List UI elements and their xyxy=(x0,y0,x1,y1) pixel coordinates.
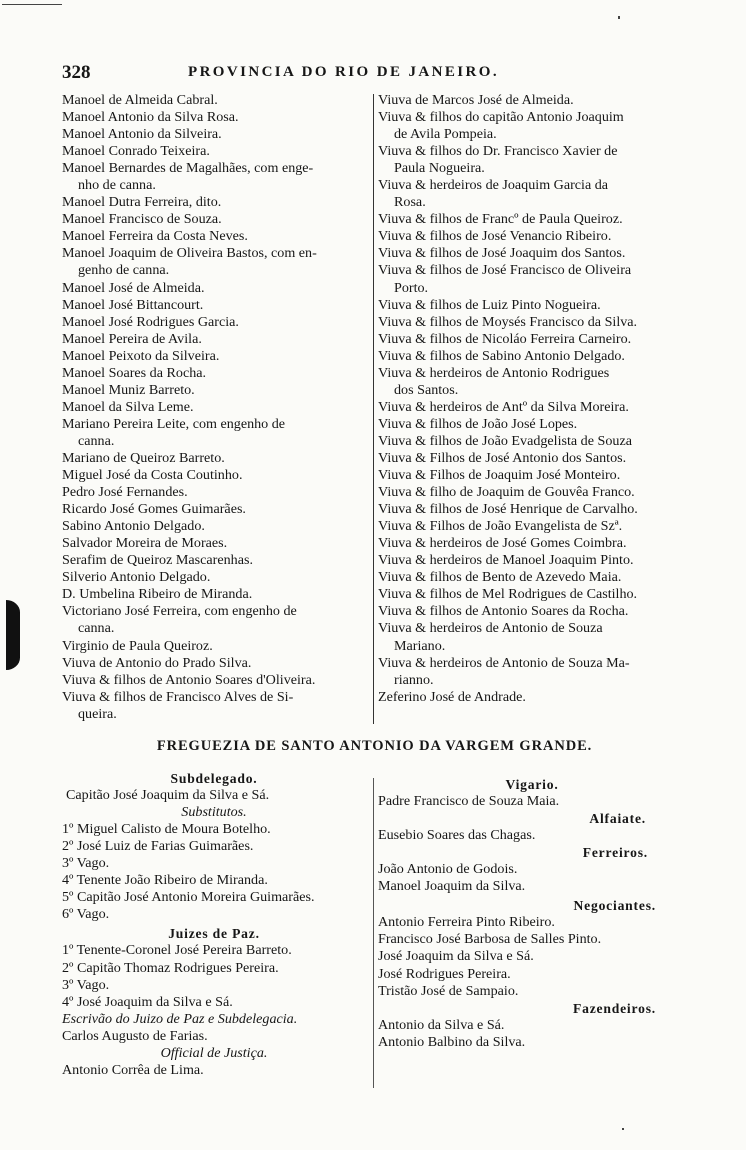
entry-text: Viuva & filhos de Luiz Pinto Nogueira. xyxy=(378,296,601,313)
entry-text: Manoel Ferreira da Costa Neves. xyxy=(62,228,248,245)
entry-text: Salvador Moreira de Moraes. xyxy=(62,535,228,552)
substitutos-heading: Substitutos. xyxy=(181,804,247,821)
entry-text: Sabino Antonio Delgado. xyxy=(62,518,205,535)
entry-continuation: Mariano. xyxy=(394,637,446,654)
list-entry xyxy=(62,331,372,348)
entry-text: Viuva & filhos de Francº de Paula Queiroz. xyxy=(378,211,623,228)
list-entry xyxy=(62,535,372,552)
list-item: João Antonio de Godois. xyxy=(378,861,518,878)
entry-text: Miguel José da Costa Coutinho. xyxy=(62,467,243,484)
entry-text: Serafim de Queiroz Mascarenhas. xyxy=(62,552,253,569)
entry-text: Manoel Antonio da Silveira. xyxy=(62,126,222,143)
list-item: 3º Vago. xyxy=(62,976,110,993)
entry-continuation: de Avila Pompeia. xyxy=(394,126,497,143)
entry-text: Viuva & herdeiros de Antonio de Souza xyxy=(378,620,603,637)
list-entry xyxy=(62,655,372,672)
entry-continuation: canna. xyxy=(78,620,115,637)
subdelegado-name: Capitão José Joaquim da Silva e Sá. xyxy=(66,787,270,804)
entry-text: Viuva & filhos de Antonio Soares da Rocha. xyxy=(378,603,629,620)
entry-text: Viuva & filhos de Bento de Azevedo Maia. xyxy=(378,569,622,586)
top-left-column xyxy=(62,92,372,723)
list-entry xyxy=(378,535,686,552)
list-entry xyxy=(378,416,686,433)
list-entry xyxy=(378,569,686,586)
page-number: 328 xyxy=(62,62,91,83)
list-entry xyxy=(378,586,686,603)
column-divider-bottom xyxy=(373,778,374,1088)
entry-text: Viuva de Marcos José de Almeida. xyxy=(378,92,574,108)
list-item: 4º José Joaquim da Silva e Sá. xyxy=(62,993,233,1010)
entry-text: Viuva & herdeiros de Antonio de Souza Ma- xyxy=(378,654,630,671)
section-heading: FREGUEZIA DE SANTO ANTONIO DA VARGEM GRANDE. xyxy=(156,738,593,754)
entry-text: Viuva & filhos de José Venancio Ribeiro. xyxy=(378,228,612,245)
entry-text: Viuva & Filhos de José Antonio dos Santos. xyxy=(378,449,627,466)
entry-text: Virginio de Paula Queiroz. xyxy=(62,637,213,654)
list-item: Manoel Joaquim da Silva. xyxy=(378,878,526,895)
entry-text: Viuva & filhos de Francisco Alves de Si- xyxy=(62,688,294,705)
entry-text: Viuva & filhos de Nicoláo Ferreira Carneiro. xyxy=(378,330,632,347)
entry-text: Viuva & herdeiros de Antonio Rodrigues xyxy=(378,364,610,381)
list-entry xyxy=(378,143,686,177)
list-entry xyxy=(62,160,372,194)
entry-text: Viuva & filhos de José Joaquim dos Santos. xyxy=(378,245,626,262)
list-entry xyxy=(378,297,686,314)
entry-text: Manoel Peixoto da Silveira. xyxy=(62,347,220,364)
entry-text: Viuva & herdeiros de José Gomes Coimbra. xyxy=(378,535,627,552)
entry-text: Victoriano José Ferreira, com engenho de xyxy=(62,603,297,620)
list-entry xyxy=(378,348,686,365)
entry-text: Viuva & Filhos de Joaquim José Monteiro. xyxy=(378,467,621,484)
entry-text: Ricardo José Gomes Guimarães. xyxy=(62,501,246,518)
list-entry xyxy=(378,603,686,620)
entry-text: Viuva & herdeiros de Manoel Joaquim Pinto. xyxy=(378,552,634,569)
entry-text: Manoel Muniz Barreto. xyxy=(62,381,195,398)
substitutos-list xyxy=(62,821,366,923)
entry-text: Manoel José Bittancourt. xyxy=(62,296,204,313)
list-entry xyxy=(62,501,372,518)
fazendeiros-heading: Fazendeiros. xyxy=(573,1000,656,1016)
entry-text: Viuva & filhos de Antonio Soares d'Oliveira. xyxy=(62,671,316,688)
list-entry xyxy=(378,331,686,348)
column-divider-top xyxy=(373,94,374,724)
entry-text: Manoel Francisco de Souza. xyxy=(62,211,222,228)
list-entry xyxy=(62,92,372,109)
entry-text: Manoel Bernardes de Magalhães, com enge- xyxy=(62,160,314,177)
list-entry xyxy=(62,416,372,450)
fazendeiros-list xyxy=(378,1017,686,1051)
ferreiros-list xyxy=(378,861,686,895)
list-item: Francisco José Barbosa de Salles Pinto. xyxy=(378,931,602,948)
alfaiate-heading: Alfaiate. xyxy=(589,811,646,827)
entry-text: Viuva & Filhos de João Evangelista de Szª. xyxy=(378,518,623,535)
entry-text: Viuva & herdeiros de Antº da Silva Moreira. xyxy=(378,398,629,415)
escrivao-heading: Escrivão do Juizo de Paz e Subdelegacia. xyxy=(62,1010,298,1027)
escrivao-name: Carlos Augusto de Farias. xyxy=(62,1027,208,1044)
vigario-name: Padre Francisco de Souza Maia. xyxy=(378,793,560,810)
list-entry xyxy=(62,638,372,655)
list-entry xyxy=(378,177,686,211)
vigario-heading: Vigario. xyxy=(505,777,559,792)
list-entry xyxy=(62,552,372,569)
list-entry xyxy=(378,552,686,569)
entry-text: Manoel Conrado Teixeira. xyxy=(62,143,210,160)
list-entry xyxy=(378,109,686,143)
entry-text: Manoel Pereira de Avila. xyxy=(62,330,202,347)
list-entry xyxy=(378,262,686,296)
list-entry xyxy=(378,467,686,484)
entry-continuation: Rosa. xyxy=(394,194,426,211)
list-entry xyxy=(378,501,686,518)
list-item: 2º José Luiz de Farias Guimarães. xyxy=(62,838,254,855)
list-entry xyxy=(378,484,686,501)
list-entry xyxy=(378,365,686,399)
list-entry xyxy=(62,348,372,365)
list-entry xyxy=(378,228,686,245)
entry-text: Viuva & filhos de João Evadgelista de Souza xyxy=(378,432,632,449)
entry-text: Silverio Antonio Delgado. xyxy=(62,569,211,586)
entry-continuation: Porto. xyxy=(394,279,429,296)
list-entry xyxy=(378,314,686,331)
entry-text: Manoel José de Almeida. xyxy=(62,279,205,296)
list-entry xyxy=(62,689,372,723)
entry-text: Viuva & filhos de Mel Rodrigues de Castilho. xyxy=(378,586,638,603)
list-entry xyxy=(378,518,686,535)
list-entry xyxy=(378,399,686,416)
entry-continuation: queira. xyxy=(78,705,117,722)
entry-continuation: dos Santos. xyxy=(394,381,459,398)
entry-text: Manoel Antonio da Silva Rosa. xyxy=(62,109,239,126)
list-entry xyxy=(62,109,372,126)
list-entry xyxy=(62,569,372,586)
oficial-name: Antonio Corrêa de Lima. xyxy=(62,1061,204,1078)
entry-text: Viuva & filhos de João José Lopes. xyxy=(378,415,578,432)
list-entry xyxy=(62,365,372,382)
entry-text: Manoel de Almeida Cabral. xyxy=(62,92,218,108)
entry-text: Mariano de Queiroz Barreto. xyxy=(62,449,225,466)
list-entry xyxy=(62,245,372,279)
entry-text: Viuva & filhos do capitão Antonio Joaquim xyxy=(378,109,624,126)
list-entry xyxy=(62,143,372,160)
list-item: 2º Capitão Thomaz Rodrigues Pereira. xyxy=(62,959,279,976)
list-item: 1º Tenente-Coronel José Pereira Barreto. xyxy=(62,942,292,959)
list-item: Antonio da Silva e Sá. xyxy=(378,1016,505,1033)
list-item: José Rodrigues Pereira. xyxy=(378,965,511,982)
top-right-column xyxy=(378,92,686,706)
bottom-left-column xyxy=(62,770,366,1079)
bottom-right-column xyxy=(378,776,686,1051)
alfaiate-name: Eusebio Soares das Chagas. xyxy=(378,827,536,844)
entry-text: Viuva de Antonio do Prado Silva. xyxy=(62,654,252,671)
list-entry xyxy=(62,518,372,535)
list-entry xyxy=(62,603,372,637)
list-entry xyxy=(378,211,686,228)
list-item: 5º Capitão José Antonio Moreira Guimarães. xyxy=(62,889,315,906)
list-item: Antonio Balbino da Silva. xyxy=(378,1033,526,1050)
list-entry xyxy=(62,467,372,484)
list-entry xyxy=(62,484,372,501)
entry-text: Manoel da Silva Leme. xyxy=(62,398,194,415)
list-entry xyxy=(378,620,686,654)
entry-continuation: Paula Nogueira. xyxy=(394,160,485,177)
entry-text: Viuva & filhos de José Henrique de Carvalho. xyxy=(378,501,638,518)
list-item: Antonio Ferreira Pinto Ribeiro. xyxy=(378,914,555,931)
entry-text: Viuva & filhos de Sabino Antonio Delgado. xyxy=(378,347,625,364)
list-entry xyxy=(62,450,372,467)
list-item: 1º Miguel Calisto de Moura Botelho. xyxy=(62,821,271,838)
entry-text: Viuva & filhos de Moysés Francisco da Silva. xyxy=(378,313,638,330)
list-entry xyxy=(62,228,372,245)
juizes-list xyxy=(62,942,366,1010)
negociantes-list xyxy=(378,914,686,999)
list-entry xyxy=(62,211,372,228)
list-entry xyxy=(378,245,686,262)
list-item: José Joaquim da Silva e Sá. xyxy=(378,948,534,965)
list-entry xyxy=(378,655,686,689)
list-entry xyxy=(378,92,686,109)
entry-continuation: genho de canna. xyxy=(78,262,170,279)
entry-text: Manoel Joaquim de Oliveira Bastos, com en- xyxy=(62,245,317,262)
entry-text: Manoel José Rodrigues Garcia. xyxy=(62,313,239,330)
juizes-heading: Juizes de Paz. xyxy=(168,926,260,942)
list-entry xyxy=(62,382,372,399)
entry-text: Viuva & filhos de José Francisco de Oliveira xyxy=(378,262,632,279)
entry-text: Viuva & filho de Joaquim de Gouvêa Franco. xyxy=(378,484,635,501)
list-item: 3º Vago. xyxy=(62,855,110,872)
list-entry xyxy=(378,450,686,467)
list-entry xyxy=(62,280,372,297)
entry-continuation: canna. xyxy=(78,432,115,449)
list-entry xyxy=(62,586,372,603)
list-entry xyxy=(378,433,686,450)
entry-text: Zeferino José de Andrade. xyxy=(378,688,526,705)
entry-continuation: nho de canna. xyxy=(78,177,156,194)
list-entry xyxy=(62,672,372,689)
entry-text: D. Umbelina Ribeiro de Miranda. xyxy=(62,586,253,603)
thumb-shadow xyxy=(6,600,20,670)
entry-text: Pedro José Fernandes. xyxy=(62,484,188,501)
list-entry xyxy=(62,194,372,211)
list-entry xyxy=(62,314,372,331)
ferreiros-heading: Ferreiros. xyxy=(582,845,648,861)
oficial-heading: Official de Justiça. xyxy=(160,1044,268,1061)
list-item: 4º Tenente João Ribeiro de Miranda. xyxy=(62,872,268,889)
list-entry xyxy=(62,399,372,416)
entry-text: Manoel Soares da Rocha. xyxy=(62,364,207,381)
running-title: PROVINCIA DO RIO DE JANEIRO. xyxy=(188,64,499,80)
entry-text: Manoel Dutra Ferreira, dito. xyxy=(62,194,222,211)
list-item: Tristão José de Sampaio. xyxy=(378,982,519,999)
entry-text: Mariano Pereira Leite, com engenho de xyxy=(62,415,286,432)
negociantes-heading: Negociantes. xyxy=(573,898,656,914)
entry-text: Viuva & herdeiros de Joaquim Garcia da xyxy=(378,177,609,194)
list-entry xyxy=(378,689,686,706)
list-entry xyxy=(62,126,372,143)
page-header xyxy=(62,62,572,84)
entry-text: Viuva & filhos do Dr. Francisco Xavier de xyxy=(378,143,618,160)
subdelegado-heading: Subdelegado. xyxy=(170,771,258,786)
list-entry xyxy=(62,297,372,314)
list-item: 6º Vago. xyxy=(62,906,110,923)
entry-continuation: rianno. xyxy=(394,671,434,688)
